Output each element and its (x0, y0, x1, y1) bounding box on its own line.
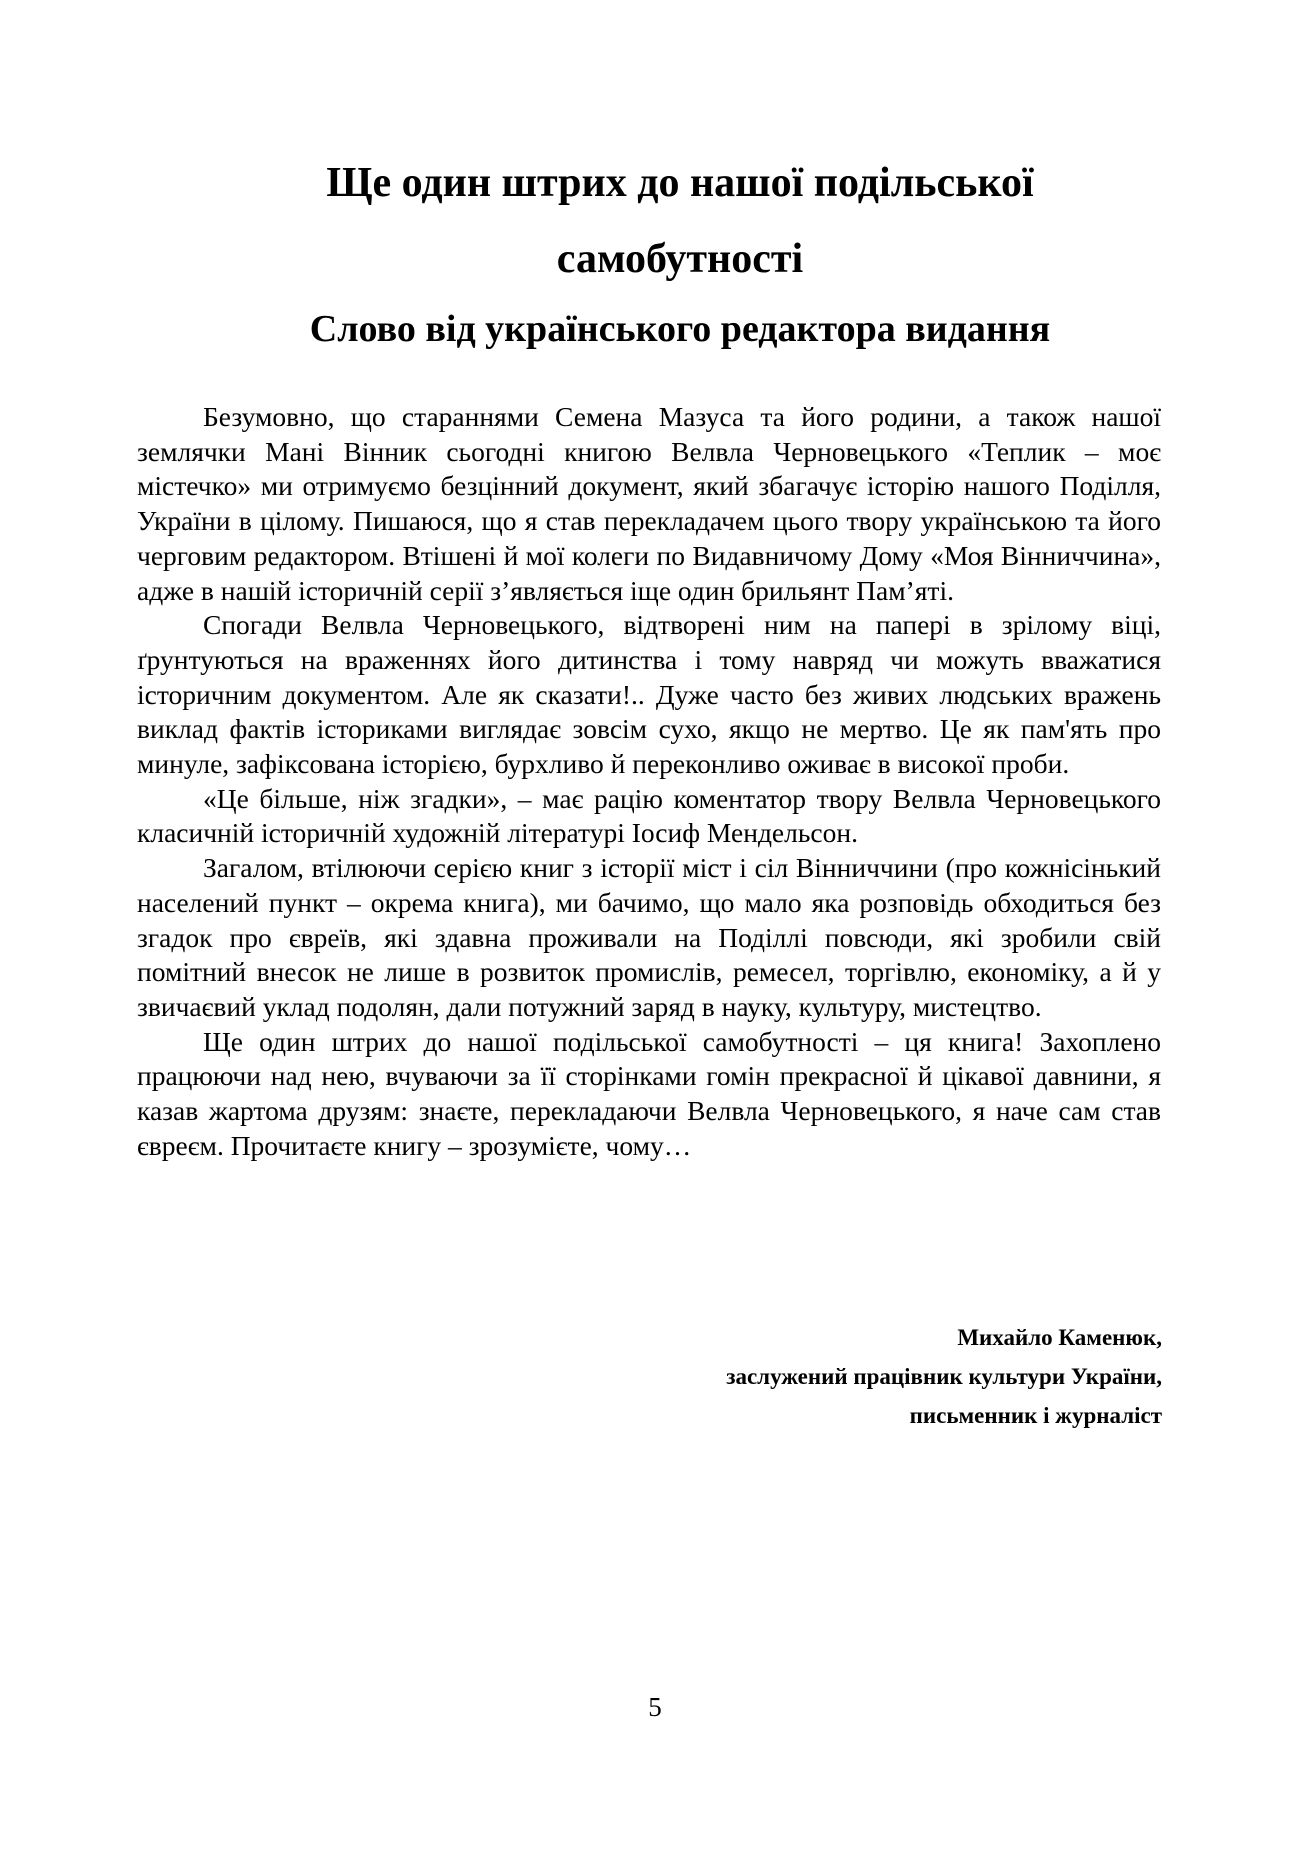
author-title: заслужений працівник культури України, (726, 1364, 1162, 1389)
paragraph: Спогади Велвла Черновецького, відтворені ним на папері в зрілому віці, ґрунтуються на враженнях його дитинства і тому навряд чи можуть вважатися історичним документом. Але як сказати!.. Дуже часто без живих людських вражень виклад фактів істориками виглядає зовсім сухо, якщо не мертво. Це як пам'ять про минуле, зафіксована історією, бурхливо й переконливо оживає в високої проби. (137, 609, 1161, 780)
paragraph: Ще один штрих до нашої подільської самобутності – ця книга! Захоплено працюючи над нею, вчуваючи за її сторінками гомін прекрасної й цікавої давнини, я казав жартома друзям: знаєте, перекладаючи Велвла Черновецького, я наче сам став євреєм. Прочитаєте книгу – зрозумієте, чому… (137, 1025, 1161, 1161)
body-text (137, 400, 1161, 1163)
page-subtitle: Слово від українського редактора видання (309, 308, 1051, 350)
author-name: Михайло Каменюк, (957, 1325, 1162, 1350)
page-title-line-1: Ще один штрих до нашої подільської (326, 160, 1034, 206)
page-number: 5 (648, 1692, 662, 1722)
page-title-line-2: самобутності (556, 236, 804, 282)
paragraph: Загалом, втілюючи серією книг з історії міст і сіл Вінниччини (про кожнісінький населений пункт – окрема книга), ми бачимо, що мало яка розповідь обходиться без згадок про євреїв, які здавна проживали на Поділлі повсюди, які зробили свій помітний внесок не лише в розвиток промислів, ремесел, торгівлю, економіку, а й у звичаєвий уклад подолян, дали потужний заряд в науку, культуру, мистецтво. (137, 852, 1161, 1022)
paragraph: Безумовно, що стараннями Семена Мазуса та його родини, а також нашої землячки Мані Вінник сьогодні книгою Велвла Черновецького «Теплик – моє містечко» ми отримуємо безцінний документ, який збагачує історію нашого Поділля, України в цілому. Пишаюся, що я став перекладачем цього твору українською та його черговим редактором. Втішені й мої колеги по Видавничому Дому «Моя Вінниччина», адже в нашій історичній серії з’являється іще один брильянт Пам’яті. (137, 401, 1161, 606)
author-profession: письменник і журналіст (909, 1403, 1162, 1428)
paragraph: «Це більше, ніж згадки», – має рацію коментатор твору Велвла Черновецького класичній історичній художній літературі Іосиф Мендельсон. (137, 782, 1161, 849)
author-signature (726, 1318, 1162, 1435)
